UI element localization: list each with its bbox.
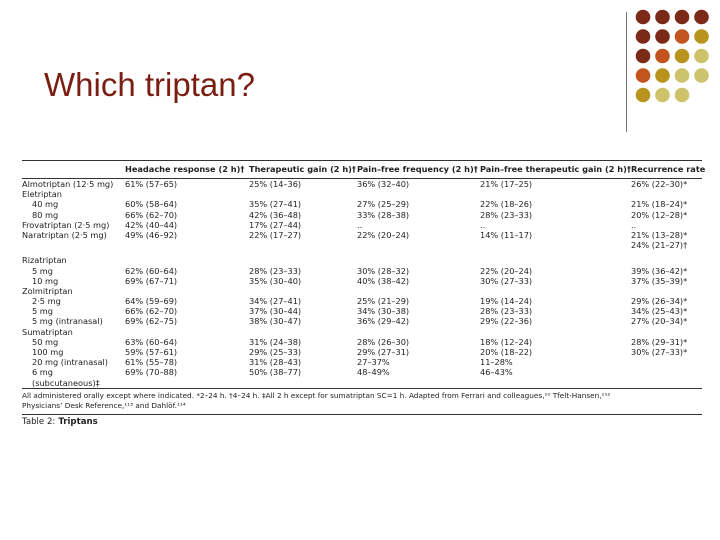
table-row — [22, 189, 702, 199]
pain-free-frequency-cell: 25% (21–29) — [357, 296, 410, 307]
therapeutic-gain-cell: 38% (30–47) — [249, 316, 302, 327]
decorative-dot-grid — [0, 0, 720, 140]
recurrence-rate-cell: 29% (26–34)* — [631, 296, 688, 307]
therapeutic-gain-cell: 35% (27–41) — [249, 199, 302, 210]
decorative-dot — [655, 49, 670, 64]
therapeutic-gain-cell: 17% (27–44) — [249, 219, 302, 230]
recurrence-rate-cell: .. — [631, 219, 637, 230]
table-row — [22, 210, 702, 220]
pain-free-therapeutic-gain-cell: 30% (27–33) — [480, 275, 533, 286]
table-row — [22, 199, 702, 209]
pain-free-frequency-cell: 34% (30–38) — [357, 306, 410, 317]
recurrence-rate-cell: 30% (27–33)* — [631, 347, 688, 357]
therapeutic-gain-cell: 31% (28–43) — [249, 357, 302, 368]
pain-free-frequency-cell: 29% (27–31) — [357, 347, 410, 357]
header-therapeutic-gain: Therapeutic gain (2 h)† — [249, 164, 357, 174]
header-pain-free-frequency: Pain–free frequency (2 h)† — [357, 164, 478, 174]
drug-name-cell: Naratriptan (2·5 mg) — [22, 229, 107, 240]
pain-free-frequency-cell: 36% (29–42) — [357, 316, 410, 327]
table-body — [22, 179, 702, 388]
recurrence-rate-cell: 26% (22–30)* — [631, 179, 688, 189]
drug-name-cell: 100 mg — [32, 347, 64, 357]
table-row — [22, 220, 702, 230]
therapeutic-gain-cell: 34% (27–41) — [249, 296, 302, 307]
headache-response-cell: 42% (40–44) — [125, 219, 178, 230]
decorative-dot — [655, 68, 670, 83]
headache-response-cell: 69% (70–88) — [125, 367, 178, 378]
recurrence-rate-cell: 39% (36–42)* — [631, 265, 688, 276]
decorative-dot — [655, 88, 670, 103]
headache-response-cell: 66% (62–70) — [125, 306, 178, 317]
therapeutic-gain-cell: 35% (30–40) — [249, 275, 302, 286]
pain-free-frequency-cell: 48–49% — [357, 367, 390, 378]
decorative-dot — [675, 10, 690, 25]
pain-free-therapeutic-gain-cell: 28% (23–33) — [480, 306, 533, 317]
decorative-dot — [636, 29, 651, 44]
pain-free-frequency-cell: 27–37% — [357, 357, 390, 368]
decorative-dot — [636, 88, 651, 103]
recurrence-rate-cell: 28% (29–31)* — [631, 336, 688, 347]
drug-name-cell: 6 mg — [32, 367, 53, 378]
footnote-line-2: Physicians’ Desk Reference,¹¹³ and Dahlöf.¹¹⁴ — [22, 400, 186, 410]
therapeutic-gain-cell: 28% (23–33) — [249, 265, 302, 276]
header-headache-response: Headache response (2 h)† — [125, 164, 245, 174]
pain-free-therapeutic-gain-cell: 20% (18–22) — [480, 347, 533, 357]
decorative-dot — [655, 10, 670, 25]
decorative-dot — [694, 29, 709, 44]
pain-free-frequency-cell: 33% (28–38) — [357, 209, 410, 220]
decorative-dot — [636, 10, 651, 25]
therapeutic-gain-cell: 29% (25–33) — [249, 347, 302, 357]
header-pain-free-therapeutic-gain: Pain–free therapeutic gain (2 h)† — [480, 164, 631, 174]
drug-name-cell: Eletriptan — [22, 189, 62, 200]
decorative-dot — [675, 29, 690, 44]
recurrence-rate-cell: 21% (13–28)* — [631, 229, 688, 240]
table-footnote — [22, 389, 702, 414]
decorative-dot — [694, 49, 709, 64]
decorative-dot — [675, 68, 690, 83]
table-row — [22, 276, 702, 286]
recurrence-rate-cell: 34% (25–43)* — [631, 306, 688, 317]
pain-free-frequency-cell: 22% (20–24) — [357, 229, 410, 240]
triptan-table — [22, 160, 706, 427]
table-row — [22, 296, 702, 306]
table-row — [22, 337, 702, 347]
table-row — [22, 316, 702, 326]
drug-name-cell: Rizatriptan — [22, 255, 67, 266]
pain-free-therapeutic-gain-cell: 28% (23–33) — [480, 209, 533, 220]
therapeutic-gain-cell: 37% (30–44) — [249, 306, 302, 317]
table-row — [22, 255, 702, 265]
table-row — [22, 240, 702, 250]
pain-free-therapeutic-gain-cell: 22% (18–26) — [480, 199, 533, 210]
drug-name-cell: Almotriptan (12·5 mg) — [22, 179, 114, 189]
therapeutic-gain-cell: 25% (14–36) — [249, 179, 302, 189]
table-row — [22, 378, 702, 388]
drug-name-cell: 5 mg — [32, 265, 53, 276]
pain-free-frequency-cell: 27% (25–29) — [357, 199, 410, 210]
table-header-row — [22, 161, 706, 179]
pain-free-therapeutic-gain-cell: 14% (11–17) — [480, 229, 533, 240]
drug-name-cell: Frovatriptan (2·5 mg) — [22, 219, 110, 230]
table-caption — [22, 417, 702, 427]
headache-response-cell: 49% (46–92) — [125, 229, 178, 240]
headache-response-cell: 61% (57–65) — [125, 179, 178, 189]
table-row — [22, 179, 702, 189]
drug-name-cell: 5 mg (intranasal) — [32, 316, 103, 327]
headache-response-cell: 69% (62–75) — [125, 316, 178, 327]
pain-free-frequency-cell: 28% (26–30) — [357, 336, 410, 347]
pain-free-therapeutic-gain-cell: 11–28% — [480, 357, 513, 368]
drug-name-cell: Sumatriptan — [22, 326, 73, 337]
decorative-dot — [655, 29, 670, 44]
title-divider-line — [626, 12, 627, 132]
decorative-dot — [694, 68, 709, 83]
pain-free-therapeutic-gain-cell: 19% (14–24) — [480, 296, 533, 307]
table-row — [22, 266, 702, 276]
decorative-dot — [694, 10, 709, 25]
decorative-dot — [636, 68, 651, 83]
drug-name-cell: Zolmitriptan — [22, 285, 73, 296]
footnote-line-1: All administered orally except where indicated. *2–24 h. †4–24 h. ‡All 2 h except for sumatriptan SC=1 h. Adapted from Ferrari and colleagues,¹⁰ Tfelt-Hansen,¹¹² — [22, 390, 611, 400]
pain-free-therapeutic-gain-cell: 46–43% — [480, 367, 513, 378]
pain-free-frequency-cell: .. — [357, 219, 363, 230]
table-row — [22, 367, 702, 377]
headache-response-cell: 63% (60–64) — [125, 336, 178, 347]
pain-free-frequency-cell: 40% (38–42) — [357, 275, 410, 286]
drug-name-cell: 2·5 mg — [32, 296, 61, 307]
therapeutic-gain-cell: 50% (38–77) — [249, 367, 302, 378]
table-row — [22, 357, 702, 367]
headache-response-cell: 61% (55–78) — [125, 357, 178, 368]
decorative-dot — [675, 88, 690, 103]
therapeutic-gain-cell: 42% (36–48) — [249, 209, 302, 220]
headache-response-cell: 59% (57–61) — [125, 347, 178, 357]
caption-title: Triptans — [58, 416, 98, 427]
decorative-dot — [636, 49, 651, 64]
recurrence-rate-cell: 21% (18–24)* — [631, 199, 688, 210]
table-row — [22, 306, 702, 316]
pain-free-therapeutic-gain-cell: .. — [480, 219, 486, 230]
table-row — [22, 286, 702, 296]
headache-response-cell: 60% (58–64) — [125, 199, 178, 210]
pain-free-frequency-cell: 30% (28–32) — [357, 265, 410, 276]
headache-response-cell: 69% (67–71) — [125, 275, 178, 286]
caption-label: Table 2: — [22, 416, 56, 427]
pain-free-therapeutic-gain-cell: 22% (20–24) — [480, 265, 533, 276]
decorative-dot — [675, 49, 690, 64]
headache-response-cell: 66% (62–70) — [125, 209, 178, 220]
recurrence-rate-cell: 24% (21–27)† — [631, 240, 688, 251]
recurrence-rate-cell: 20% (12–28)* — [631, 209, 688, 220]
pain-free-therapeutic-gain-cell: 21% (17–25) — [480, 179, 533, 189]
slide-title: Which triptan? — [44, 66, 255, 103]
drug-name-cell: 10 mg — [32, 275, 59, 286]
drug-name-cell: 80 mg — [32, 209, 59, 220]
footnote-rule — [22, 414, 702, 415]
table-row — [22, 230, 702, 240]
drug-name-cell: 40 mg — [32, 199, 59, 210]
drug-name-cell: 50 mg — [32, 336, 59, 347]
therapeutic-gain-cell: 31% (24–38) — [249, 336, 302, 347]
pain-free-frequency-cell: 36% (32–40) — [357, 179, 410, 189]
recurrence-rate-cell: 27% (20–34)* — [631, 316, 688, 327]
headache-response-cell: 62% (60–64) — [125, 265, 178, 276]
recurrence-rate-cell: 37% (35–39)* — [631, 275, 688, 286]
pain-free-therapeutic-gain-cell: 18% (12–24) — [480, 336, 533, 347]
pain-free-therapeutic-gain-cell: 29% (22–36) — [480, 316, 533, 327]
table-row — [22, 347, 702, 357]
header-recurrence-rate: Recurrence rate — [631, 164, 706, 174]
drug-name-cell: 5 mg — [32, 306, 53, 317]
drug-name-cell: 20 mg (intranasal) — [32, 357, 109, 368]
table-row — [22, 327, 702, 337]
headache-response-cell: 64% (59–69) — [125, 296, 178, 307]
therapeutic-gain-cell: 22% (17–27) — [249, 229, 302, 240]
drug-name-cell: (subcutaneous)‡ — [32, 377, 100, 388]
